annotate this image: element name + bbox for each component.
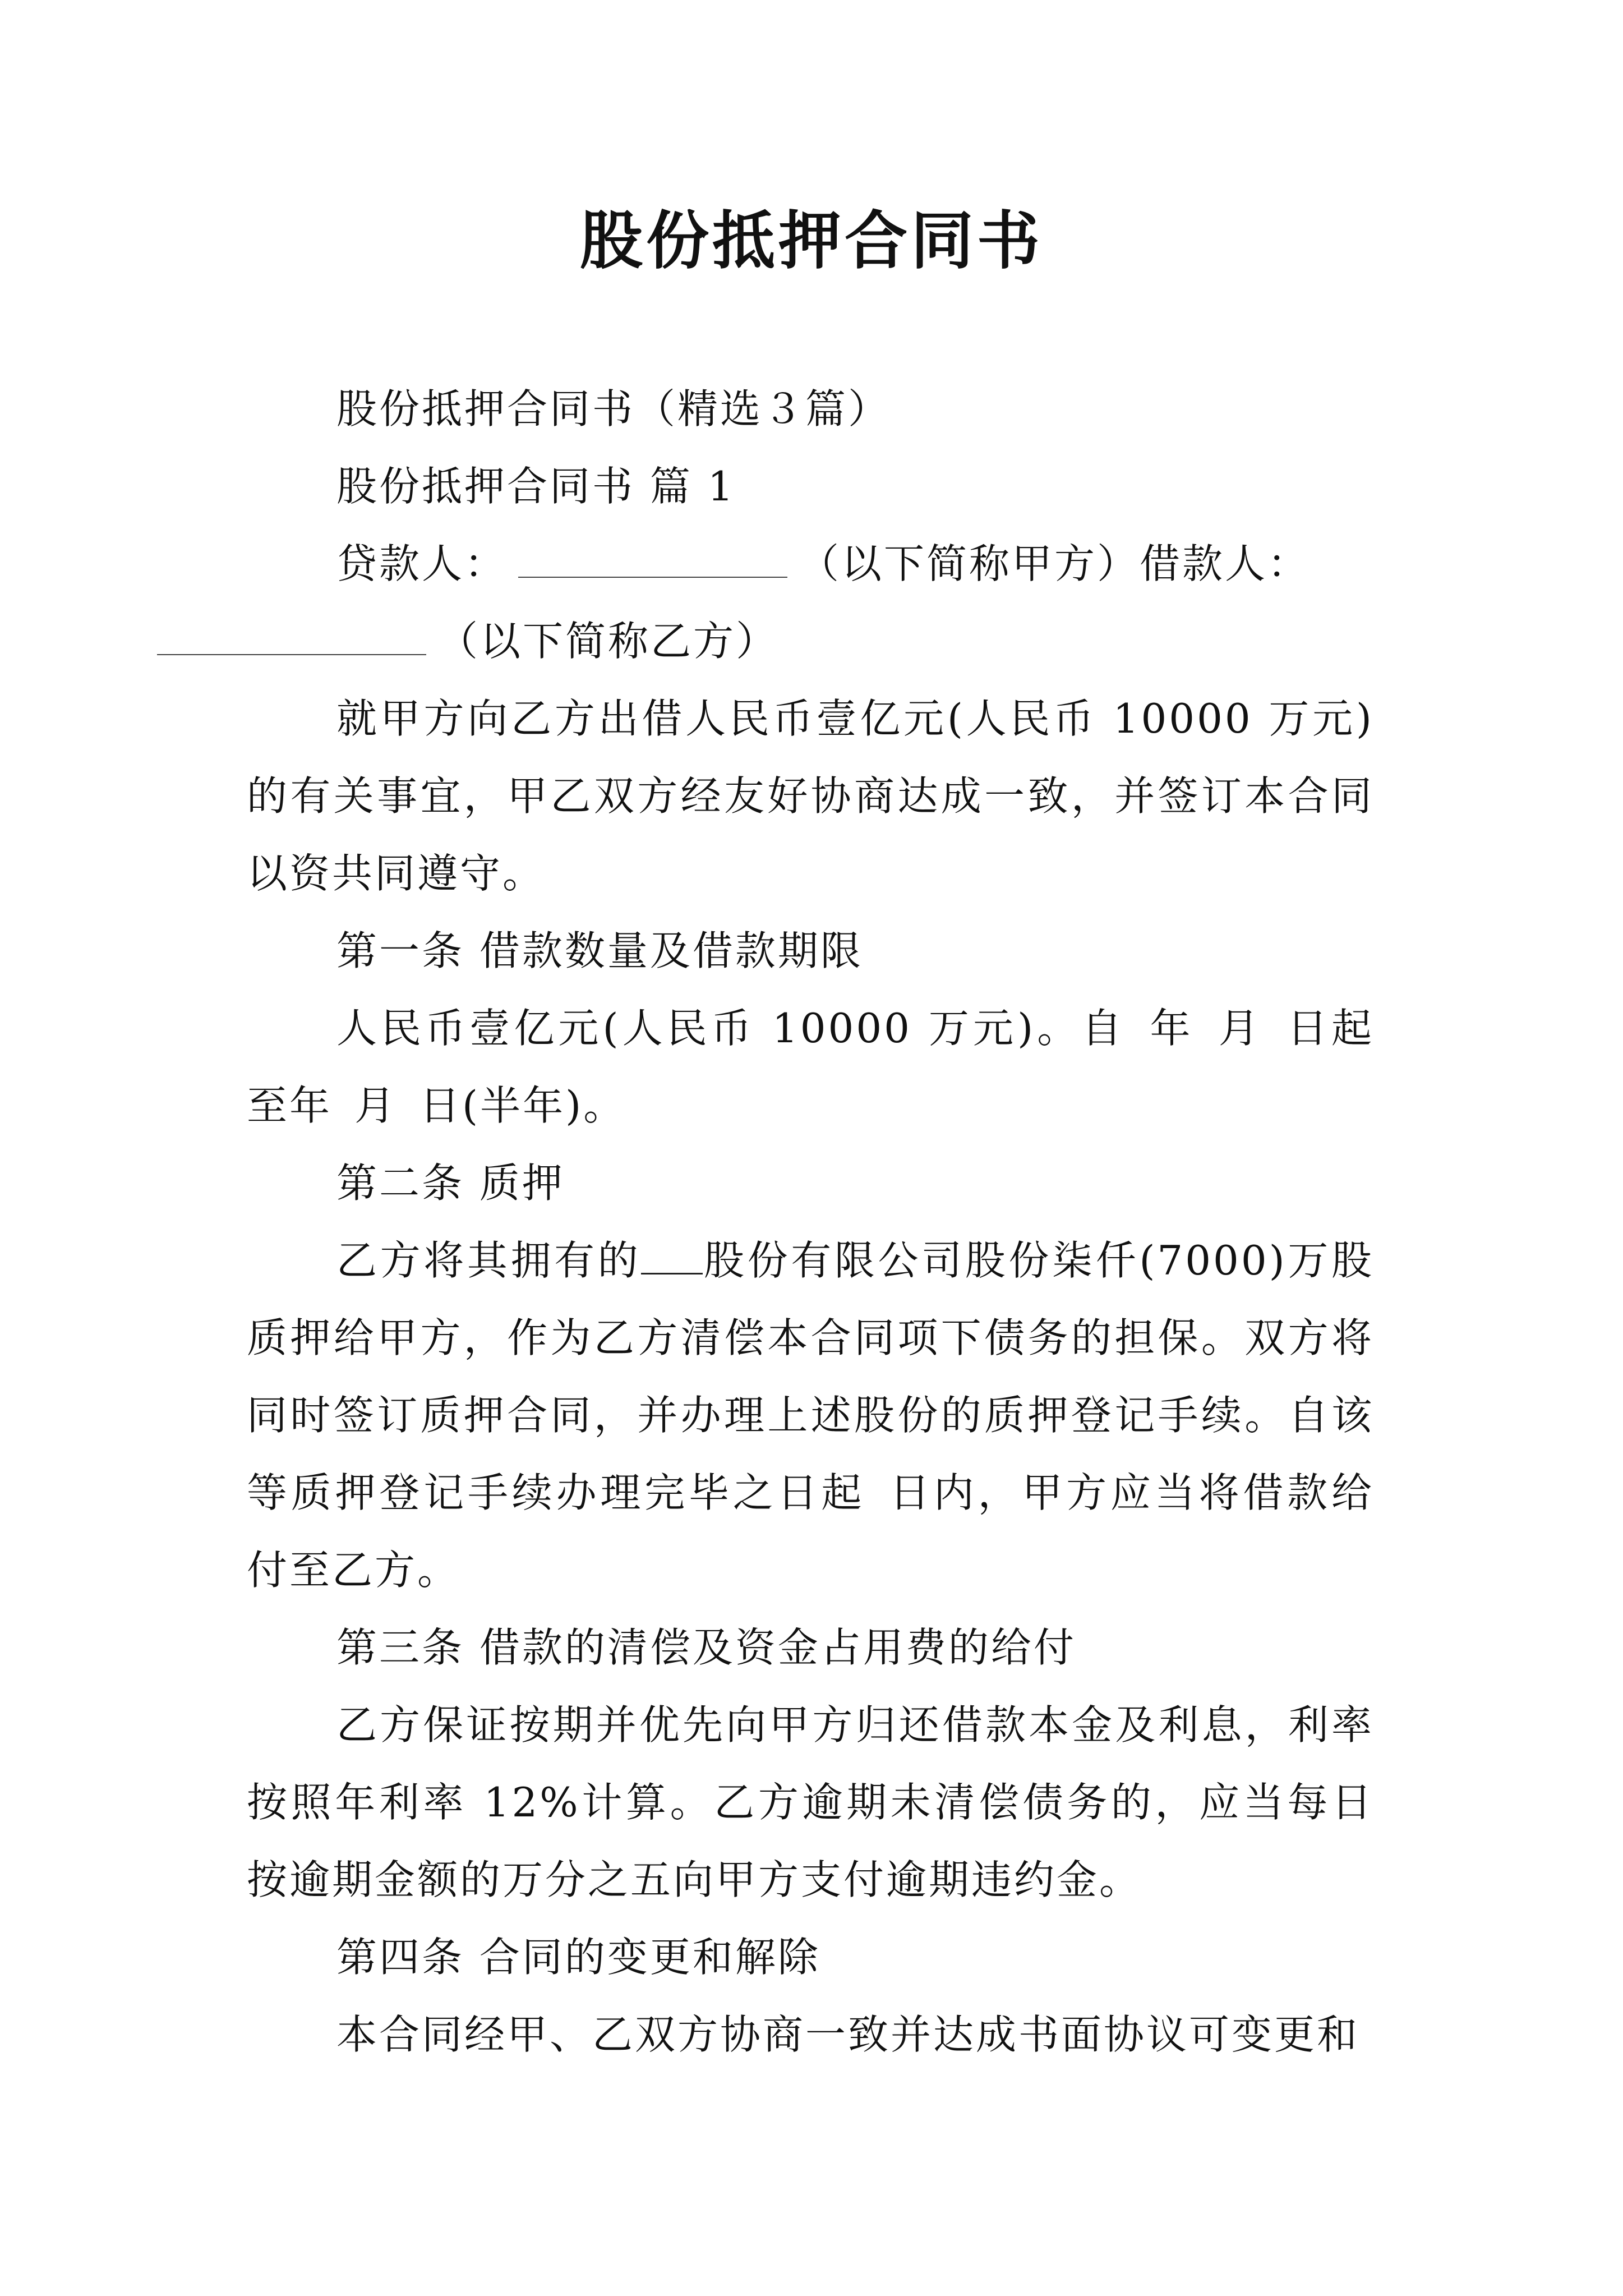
parties-paragraph <box>247 525 1374 680</box>
article1-year2: 年 <box>289 1082 333 1129</box>
article1-day1: 日起至 <box>247 1005 1374 1129</box>
borrower-label: 借款人： <box>1140 540 1311 587</box>
article1-year1: 年 <box>1148 1005 1195 1052</box>
article1-title: 第一条 借款数量及借款期限 <box>336 927 863 974</box>
company-blank <box>641 1239 703 1274</box>
document-title: 股份抵押合同书 <box>580 204 1043 278</box>
article3-title: 第三条 借款的清偿及资金占用费的给付 <box>336 1624 1076 1671</box>
borrower-blank <box>157 620 426 655</box>
article2-body <box>247 1222 1374 1609</box>
lender-blank <box>518 543 787 578</box>
subtitle: 股份抵押合同书（精选３篇） <box>336 385 891 432</box>
article1-day2: 日(半年)。 <box>419 1082 626 1129</box>
borrower-suffix: （以下简称乙方） <box>437 618 779 665</box>
intro-paragraph: 就甲方向乙方出借人民币壹亿元(人民币 10000 万元)的有关事宜，甲乙双方经友好协商达成一致，并签订本合同以资共同遵守。 <box>247 695 1374 897</box>
article1-month2: 月 <box>354 1082 398 1129</box>
lender-suffix: （以下简称甲方） <box>799 540 1140 587</box>
article1-body-a: 人民币壹亿元(人民币 10000 万元)。自 <box>336 1005 1126 1052</box>
article1-body <box>247 990 1374 1144</box>
article1-month1: 月 <box>1216 1005 1263 1052</box>
article2-title: 第二条 质押 <box>336 1159 565 1207</box>
article2-body-a: 乙方将其拥有的 <box>336 1237 642 1284</box>
article4-title: 第四条 合同的变更和解除 <box>336 1934 820 1981</box>
article2-body-b: 股份有限公司股份柒仟(7000)万股质押给甲方，作为乙方清偿本合同项下债务的担保。双方将同时签订质押合同，并办理上述股份的质押登记手续。自该等质押登记手续办理完毕之日起 <box>247 1237 1374 1516</box>
article2-body-c: 日内，甲方应当将借款给付至乙方。 <box>247 1469 1374 1594</box>
lender-label: 贷款人： <box>336 540 508 587</box>
document-body <box>247 370 1374 2073</box>
article3-body: 乙方保证按期并优先向甲方归还借款本金及利息，利率按照年利率 12%计算。乙方逾期未清偿债务的，应当每日按逾期金额的万分之五向甲方支付逾期违约金。 <box>247 1701 1374 1903</box>
section-label: 股份抵押合同书 篇 1 <box>336 463 736 510</box>
article4-body: 本合同经甲、乙双方协商一致并达成书面协议可变更和 <box>336 2011 1360 2058</box>
